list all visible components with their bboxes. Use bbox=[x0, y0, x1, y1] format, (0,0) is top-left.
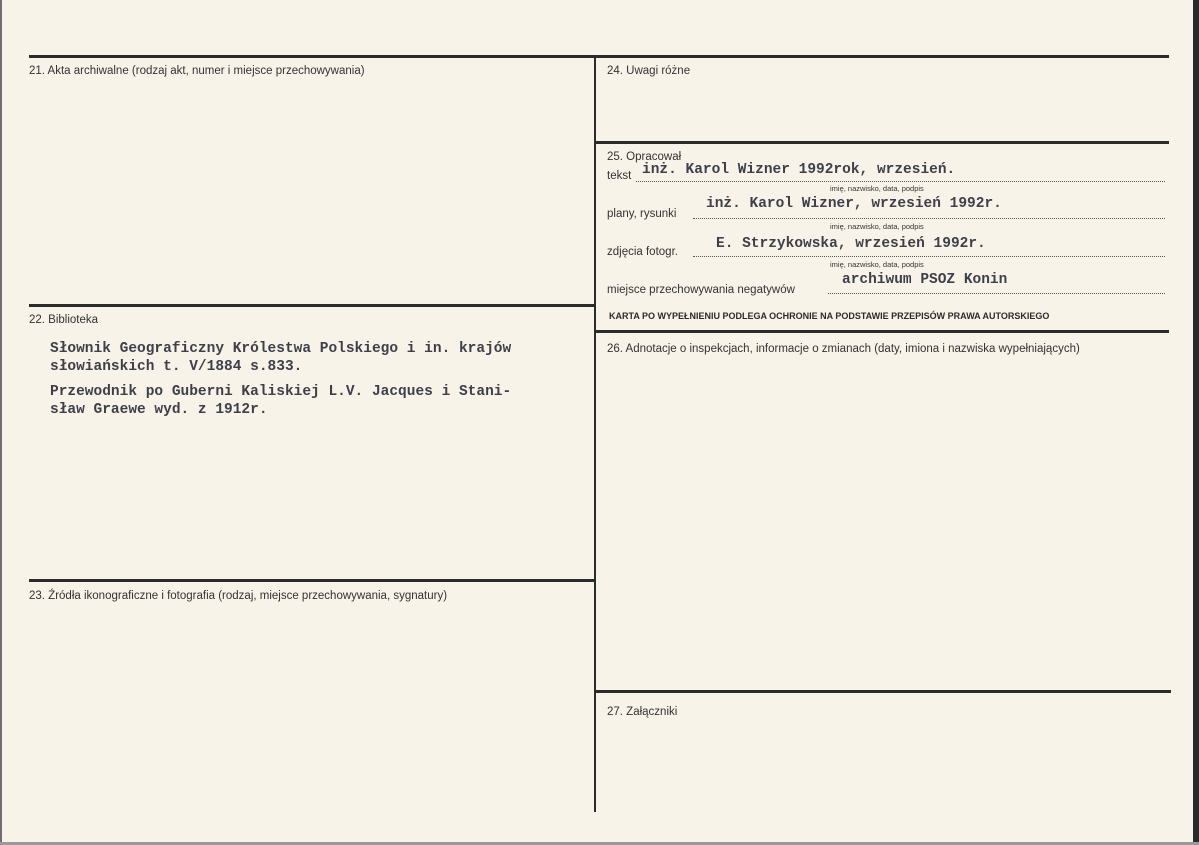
miejsce-value: archiwum PSOZ Konin bbox=[842, 272, 1008, 288]
miejsce-line bbox=[828, 293, 1165, 294]
library-line-3: Przewodnik po Guberni Kaliskiej L.V. Jacques i Stani- bbox=[50, 384, 512, 400]
rule-26-27 bbox=[595, 690, 1171, 693]
right-edge bbox=[1193, 0, 1199, 845]
rule-22-23 bbox=[29, 579, 595, 582]
miejsce-label: miejsce przechowywania negatywów bbox=[607, 284, 795, 296]
tekst-line bbox=[636, 181, 1165, 182]
center-divider bbox=[594, 55, 596, 812]
section-24-label: 24. Uwagi różne bbox=[607, 65, 691, 77]
zdjecia-value: E. Strzykowska, wrzesień 1992r. bbox=[716, 236, 986, 252]
library-line-1: Słownik Geograficzny Królestwa Polskiego i in. krajów bbox=[50, 341, 512, 357]
left-edge bbox=[0, 0, 2, 845]
zdjecia-line bbox=[693, 256, 1165, 257]
plany-caption: imię, nazwisko, data, podpis bbox=[830, 222, 924, 231]
rule-24-25 bbox=[595, 141, 1169, 144]
plany-line bbox=[693, 218, 1165, 219]
zdjecia-caption: imię, nazwisko, data, podpis bbox=[830, 260, 924, 269]
copyright-notice: KARTA PO WYPEŁNIENIU PODLEGA OCHRONIE NA PODSTAWIE PRZEPISÓW PRAWA AUTORSKIEGO bbox=[609, 311, 1050, 321]
section-22-label: 22. Biblioteka bbox=[29, 314, 99, 326]
library-line-4: sław Graewe wyd. z 1912r. bbox=[50, 402, 268, 418]
top-rule bbox=[29, 55, 1169, 58]
tekst-caption: imię, nazwisko, data, podpis bbox=[830, 184, 924, 193]
tekst-value: inż. Karol Wizner 1992rok, wrzesień. bbox=[642, 162, 956, 178]
section-26-label: 26. Adnotacje o inspekcjach, informacje o zmianach (daty, imiona i nazwiska wypełniających) bbox=[607, 343, 1080, 355]
zdjecia-label: zdjęcia fotogr. bbox=[607, 246, 678, 258]
section-27-label: 27. Załączniki bbox=[607, 706, 678, 718]
tekst-label: tekst bbox=[607, 170, 632, 182]
plany-label: plany, rysunki bbox=[607, 208, 677, 220]
section-21-label: 21. Akta archiwalne (rodzaj akt, numer i miejsce przechowywania) bbox=[29, 65, 365, 77]
rule-25-26 bbox=[595, 330, 1169, 333]
library-line-2: słowiańskich t. V/1884 s.833. bbox=[50, 359, 303, 375]
section-25-label: 25. Opracował bbox=[607, 151, 682, 163]
rule-21-22 bbox=[29, 304, 595, 307]
plany-value: inż. Karol Wizner, wrzesień 1992r. bbox=[706, 196, 1002, 212]
section-23-label: 23. Źródła ikonograficzne i fotografia (rodzaj, miejsce przechowywania, sygnatury) bbox=[29, 590, 448, 602]
